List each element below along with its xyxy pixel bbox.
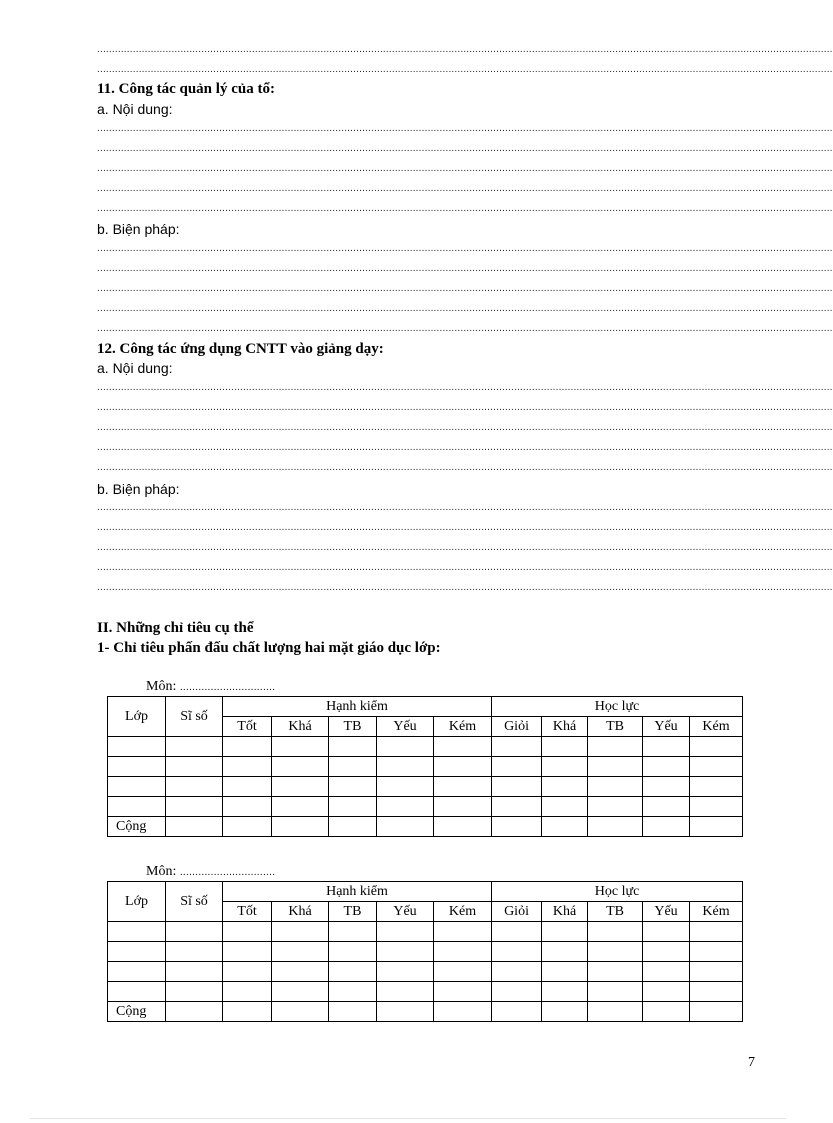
header-hl-gioi: Giỏi bbox=[492, 902, 542, 922]
dotted-line: ....................................................................................................................................................................................................................................................... bbox=[97, 183, 833, 194]
dotted-line: ....................................................................................................................................................................................................................................................... bbox=[97, 502, 833, 513]
header-hl-yeu: Yếu bbox=[643, 902, 690, 922]
dotted-line: ....................................................................................................................................................................................................................................................... bbox=[97, 303, 833, 314]
total-label: Cộng bbox=[108, 1002, 166, 1022]
dotted-line: ....................................................................................................................................................................................................................................................... bbox=[97, 542, 833, 553]
dotted-line: ....................................................................................................................................................................................................................................................... bbox=[97, 582, 833, 593]
header-hanh-kiem: Hạnh kiểm bbox=[223, 697, 492, 717]
header-hl-kha: Khá bbox=[542, 717, 588, 737]
total-label: Cộng bbox=[108, 817, 166, 837]
part-2-subheading: 1- Chỉ tiêu phấn đấu chất lượng hai mặt giáo dục lớp: bbox=[97, 640, 441, 656]
part-2-heading: II. Những chỉ tiêu cụ thể bbox=[97, 620, 254, 636]
header-hk-kha: Khá bbox=[272, 717, 329, 737]
subject-line bbox=[146, 679, 275, 696]
table-row bbox=[108, 757, 743, 777]
header-hoc-luc: Học lực bbox=[492, 882, 743, 902]
header-hl-tb: TB bbox=[588, 902, 643, 922]
dotted-line: ....................................................................................................................................................................................................................................................... bbox=[97, 422, 833, 433]
header-hl-kem: Kém bbox=[690, 902, 743, 922]
dotted-line: ....................................................................................................................................................................................................................................................... bbox=[97, 143, 833, 154]
dotted-line: ....................................................................................................................................................................................................................................................... bbox=[97, 163, 833, 174]
header-hl-kha: Khá bbox=[542, 902, 588, 922]
table-row bbox=[108, 962, 743, 982]
header-hoc-luc: Học lực bbox=[492, 697, 743, 717]
page-number: 7 bbox=[748, 1055, 755, 1070]
table-row bbox=[108, 942, 743, 962]
dotted-line: ....................................................................................................................................................................................................................................................... bbox=[97, 283, 833, 294]
header-lop: Lớp bbox=[108, 697, 166, 737]
dotted-line: ....................................................................................................................................................................................................................................................... bbox=[97, 44, 833, 55]
quality-target-table bbox=[107, 881, 743, 1022]
header-si-so: Sĩ số bbox=[166, 697, 223, 737]
table-row bbox=[108, 797, 743, 817]
header-hk-tot: Tốt bbox=[223, 902, 272, 922]
quality-target-table bbox=[107, 696, 743, 837]
dotted-line: ....................................................................................................................................................................................................................................................... bbox=[97, 263, 833, 274]
section-12-noi-dung-label: a. Nội dung: bbox=[97, 360, 173, 376]
dotted-line: ....................................................................................................................................................................................................................................................... bbox=[97, 203, 833, 214]
dotted-line: ....................................................................................................................................................................................................................................................... bbox=[97, 442, 833, 453]
header-hl-gioi: Giỏi bbox=[492, 717, 542, 737]
header-hk-kem: Kém bbox=[434, 902, 492, 922]
table-total-row bbox=[108, 817, 743, 837]
header-hk-tb: TB bbox=[329, 902, 377, 922]
subject-line bbox=[146, 864, 275, 881]
table-row bbox=[108, 982, 743, 1002]
dotted-line: ....................................................................................................................................................................................................................................................... bbox=[97, 382, 833, 393]
dotted-line: ....................................................................................................................................................................................................................................................... bbox=[97, 402, 833, 413]
section-12-heading: 12. Công tác ứng dụng CNTT vào giảng dạy: bbox=[97, 341, 384, 357]
dotted-line: ....................................................................................................................................................................................................................................................... bbox=[97, 323, 833, 334]
header-hl-yeu: Yếu bbox=[643, 717, 690, 737]
header-hl-kem: Kém bbox=[690, 717, 743, 737]
header-si-so: Sĩ số bbox=[166, 882, 223, 922]
header-hk-yeu: Yếu bbox=[377, 717, 434, 737]
subject-label: Môn: bbox=[146, 679, 177, 694]
page-bottom-rule bbox=[30, 1118, 786, 1119]
dotted-line: ....................................................................................................................................................................................................................................................... bbox=[97, 522, 833, 533]
header-hk-tb: TB bbox=[329, 717, 377, 737]
subject-label: Môn: bbox=[146, 864, 177, 879]
section-12-bien-phap-label: b. Biện pháp: bbox=[97, 481, 180, 497]
table-total-row bbox=[108, 1002, 743, 1022]
dotted-line: ....................................................................................................................................................................................................................................................... bbox=[97, 562, 833, 573]
dotted-line: ....................................................................................................................................................................................................................................................... bbox=[97, 462, 833, 473]
header-lop: Lớp bbox=[108, 882, 166, 922]
dotted-line: ....................................................................................................................................................................................................................................................... bbox=[97, 123, 833, 134]
header-hk-kem: Kém bbox=[434, 717, 492, 737]
section-11-bien-phap-label: b. Biện pháp: bbox=[97, 221, 180, 237]
subject-blank: ............................... bbox=[179, 867, 276, 878]
header-hk-yeu: Yếu bbox=[377, 902, 434, 922]
header-hanh-kiem: Hạnh kiểm bbox=[223, 882, 492, 902]
header-hk-tot: Tốt bbox=[223, 717, 272, 737]
table-row bbox=[108, 737, 743, 757]
section-11-noi-dung-label: a. Nội dung: bbox=[97, 101, 173, 117]
table-row bbox=[108, 777, 743, 797]
header-hk-kha: Khá bbox=[272, 902, 329, 922]
section-11-heading: 11. Công tác quản lý của tổ: bbox=[97, 81, 275, 97]
header-hl-tb: TB bbox=[588, 717, 643, 737]
dotted-line: ....................................................................................................................................................................................................................................................... bbox=[97, 243, 833, 254]
table-row bbox=[108, 922, 743, 942]
dotted-line: ....................................................................................................................................................................................................................................................... bbox=[97, 64, 833, 75]
subject-blank: ............................... bbox=[179, 682, 276, 693]
